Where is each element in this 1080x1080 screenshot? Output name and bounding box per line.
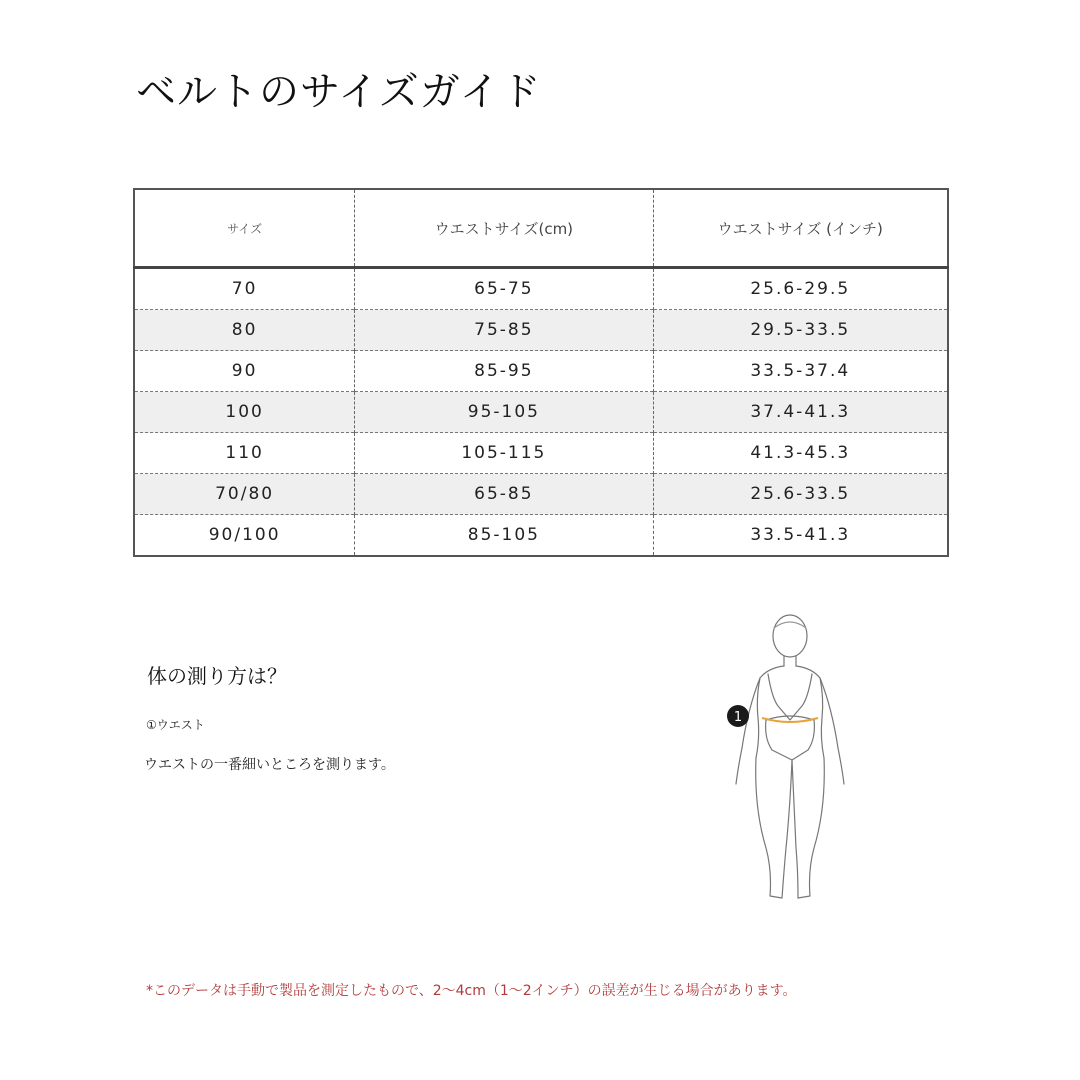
table-row — [134, 392, 948, 433]
cell-size: 90 — [134, 351, 355, 392]
cell-waist-cm: 65-75 — [355, 268, 653, 310]
table-row — [134, 351, 948, 392]
table-row — [134, 433, 948, 474]
cell-size: 100 — [134, 392, 355, 433]
accuracy-note: *このデータは手動で製品を測定したもので、2〜4cm（1〜2インチ）の誤差が生じる場合があります。 — [146, 983, 797, 999]
table-row — [134, 310, 948, 351]
cell-waist-cm: 85-105 — [355, 515, 653, 557]
header-waist-cm: ウエストサイズ(cm) — [355, 189, 653, 268]
table-row — [134, 474, 948, 515]
measure-description: ウエストの一番細いところを測ります。 — [144, 757, 395, 773]
measure-point-label: ①ウエスト — [146, 718, 205, 732]
table-row — [134, 268, 948, 310]
body-figure-illustration — [712, 608, 872, 908]
cell-size: 70 — [134, 268, 355, 310]
table-header-row — [134, 189, 948, 268]
measure-heading: 体の測り方は？ — [147, 664, 287, 688]
cell-waist-inch: 41.3-45.3 — [653, 433, 948, 474]
cell-waist-inch: 37.4-41.3 — [653, 392, 948, 433]
cell-waist-cm: 85-95 — [355, 351, 653, 392]
size-table — [133, 188, 949, 557]
cell-waist-cm: 75-85 — [355, 310, 653, 351]
cell-waist-cm: 65-85 — [355, 474, 653, 515]
table-row — [134, 515, 948, 557]
waist-marker-number: 1 — [733, 710, 743, 725]
cell-waist-cm: 105-115 — [355, 433, 653, 474]
cell-size: 110 — [134, 433, 355, 474]
cell-waist-inch: 33.5-41.3 — [653, 515, 948, 557]
cell-size: 80 — [134, 310, 355, 351]
cell-waist-inch: 33.5-37.4 — [653, 351, 948, 392]
header-waist-inch: ウエストサイズ (インチ) — [653, 189, 948, 268]
page-title: ベルトのサイズガイド — [136, 69, 542, 115]
header-size: サイズ — [134, 189, 355, 268]
cell-size: 90/100 — [134, 515, 355, 557]
cell-waist-inch: 25.6-33.5 — [653, 474, 948, 515]
cell-waist-inch: 29.5-33.5 — [653, 310, 948, 351]
cell-waist-cm: 95-105 — [355, 392, 653, 433]
cell-waist-inch: 25.6-29.5 — [653, 268, 948, 310]
cell-size: 70/80 — [134, 474, 355, 515]
